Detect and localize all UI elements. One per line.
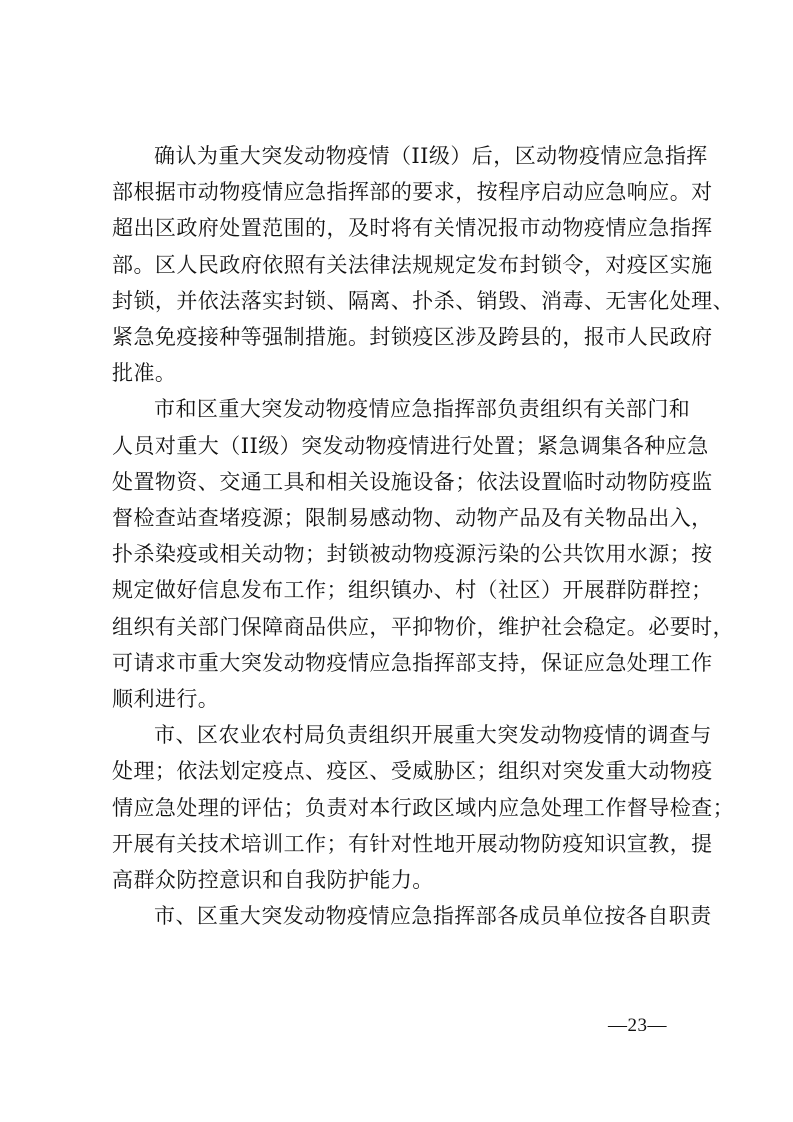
text-line: 紧急免疫接种等强制措施。封锁疫区涉及跨县的，报市人民政府 [112,325,713,350]
text-line: 部。区人民政府依照有关法律法规规定发布封锁令，对疫区实施 [112,252,713,277]
text-line: 市、区农业农村局负责组织开展重大突发动物疫情的调查与 [154,723,712,748]
text-line: 确认为重大突发动物疫情（II级）后，区动物疫情应急指挥 [154,144,708,168]
paragraph-4 [112,898,712,934]
text-line: 市、区重大突发动物疫情应急指挥部各成员单位按各自职责 [154,904,712,929]
text-line: 部根据市动物疫情应急指挥部的要求，按程序启动应急响应。对 [112,180,713,205]
text-line: 处置物资、交通工具和相关设施设备；依法设置临时动物防疫监 [112,469,713,494]
text-line: 组织有关部门保障商品供应，平抑物价，维护社会稳定。必要时， [112,614,735,639]
text-line: 扑杀染疫或相关动物；封锁被动物疫源污染的公共饮用水源；按 [112,542,713,567]
text-line: 人员对重大（II级）突发动物疫情进行处置；紧急调集各种应急 [112,433,709,458]
text-line: 超出区政府处置范围的，及时将有关情况报市动物疫情应急指挥 [112,216,713,241]
text-line: 批准。 [112,361,177,386]
text-line: 情应急处理的评估；负责对本行政区域内应急处理工作督导检查； [112,795,735,820]
text-line: 可请求市重大突发动物疫情应急指挥部支持，保证应急处理工作 [112,650,713,675]
paragraph-1 [112,138,735,391]
document-body [112,138,735,934]
text-line: 督检查站查堵疫源；限制易感动物、动物产品及有关物品出入， [112,506,713,531]
text-line: 高群众防控意识和自我防护能力。 [112,868,434,893]
paragraph-3 [112,717,735,898]
paragraph-2 [112,391,735,717]
text-line: 规定做好信息发布工作；组织镇办、村（社区）开展群防群控； [112,578,713,603]
text-line: 市和区重大突发动物疫情应急指挥部负责组织有关部门和 [154,397,691,422]
text-line: 顺利进行。 [112,687,220,712]
page-number: —23— [608,1015,667,1036]
text-line: 封锁，并依法落实封锁、隔离、扑杀、销毁、消毒、无害化处理、 [112,288,735,313]
text-line: 开展有关技术培训工作；有针对性地开展动物防疫知识宣教，提 [112,831,713,856]
text-line: 处理；依法划定疫点、疫区、受威胁区；组织对突发重大动物疫 [112,759,713,784]
